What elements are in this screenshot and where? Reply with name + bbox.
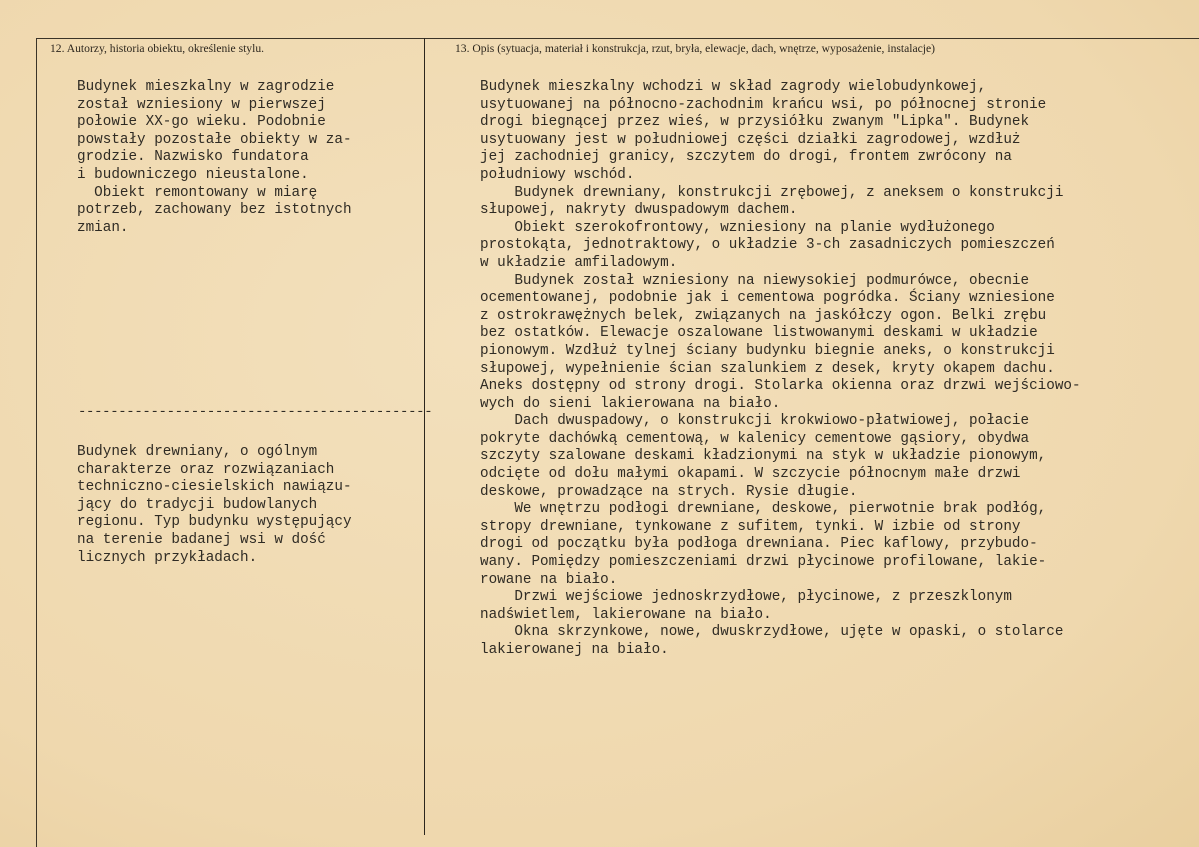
section-13-header: 13. Opis (sytuacja, materiał i konstrukcja, rzut, bryła, elewacje, dach, wnętrze, wyposażenie, instalacje) <box>455 42 935 55</box>
authors-history-text: Budynek mieszkalny w zagrodzie został wzniesiony w pierwszej połowie XX-go wieku. Podobnie powstały pozostałe obiekty w za- grodzie. Nazwisko fundatora i budowniczego nieustalone. Obiekt remontowany w miarę potrzeb, zachowany bez istotnych zmian. <box>77 79 352 236</box>
dashed-separator: -------------------------------------------- <box>78 404 433 420</box>
section-12-header: 12. Autorzy, historia obiektu, określenie stylu. <box>50 42 265 55</box>
description-text: Budynek mieszkalny wchodzi w skład zagrody wielobudynkowej, usytuowanej na północno-zachodnim krańcu wsi, po północnej stronie drogi biegnącej przez wieś, w przysiółku zwanym "Lipka". Budynek usytuowany jest w południowej części działki zagrodowej, wzdłuż jej zachodniej granicy, szczytem do drogi, frontem zwrócony na południowy wschód. Budynek drewniany, konstrukcji zrębowej, z aneksem o konstrukcji słupowej, nakryty dwuspadowym dachem. Obiekt szerokofrontowy, wzniesiony na planie wydłużonego prostokąta, jednotraktowy, o układzie 3-ch zasadniczych pomieszczeń w układzie amfiladowym. Budynek został wzniesiony na niewysokiej podmurówce, obecnie ocementowanej, podobnie jak i cementowa pogródka. Ściany wzniesione z ostrokrawężnych belek, związanych na jaskółczy ogon. Belki zrębu bez ostatków. Elewacje oszalowane listwowanymi deskami w układzie pionowym. Wzdłuż tylnej ściany budynku biegnie aneks, o konstrukcji słupowej, wypełnienie ścian szalunkiem z desek, kryty okapem dachu. Aneks dostępny od strony drogi. Stolarka okienna oraz drzwi wejściowo- wych do sieni lakierowana na biało. Dach dwuspadowy, o konstrukcji krokwiowo-płatwiowej, połacie pokryte dachówką cementową, w kalenicy cementowe gąsiory, obydwa szczyty szalowane deskami kładzionymi na styk w układzie pionowym, odcięte od dołu małymi okapami. W szczycie północnym małe drzwi deskowe, prowadzące na strych. Rysie długie. We wnętrzu podłogi drewniane, deskowe, pierwotnie brak podłóg, stropy drewniane, tynkowane z sufitem, tynki. W izbie od strony drogi od początku była podłoga drewniana. Piec kaflowy, przybudo- wany. Pomiędzy pomieszczeniami drzwi płycinowe profilowane, lakie- rowane na biało. Drzwi wejściowe jednoskrzydłowe, płycinowe, z przeszklonym nadświetlem, lakierowane na biało. Okna skrzynkowe, nowe, dwuskrzydłowe, ujęte w opaski, o stolarce lakierowanej na biało. <box>480 79 1081 658</box>
style-text: Budynek drewniany, o ogólnym charakterze oraz rozwiązaniach techniczno-ciesielskich nawiązu- jący do tradycji budowlanych regionu. Typ budynku występujący na terenie badanej wsi w dość licznych przykładach. <box>77 444 352 566</box>
column-divider <box>424 38 425 835</box>
top-rule <box>36 38 1199 39</box>
left-rule <box>36 38 37 847</box>
